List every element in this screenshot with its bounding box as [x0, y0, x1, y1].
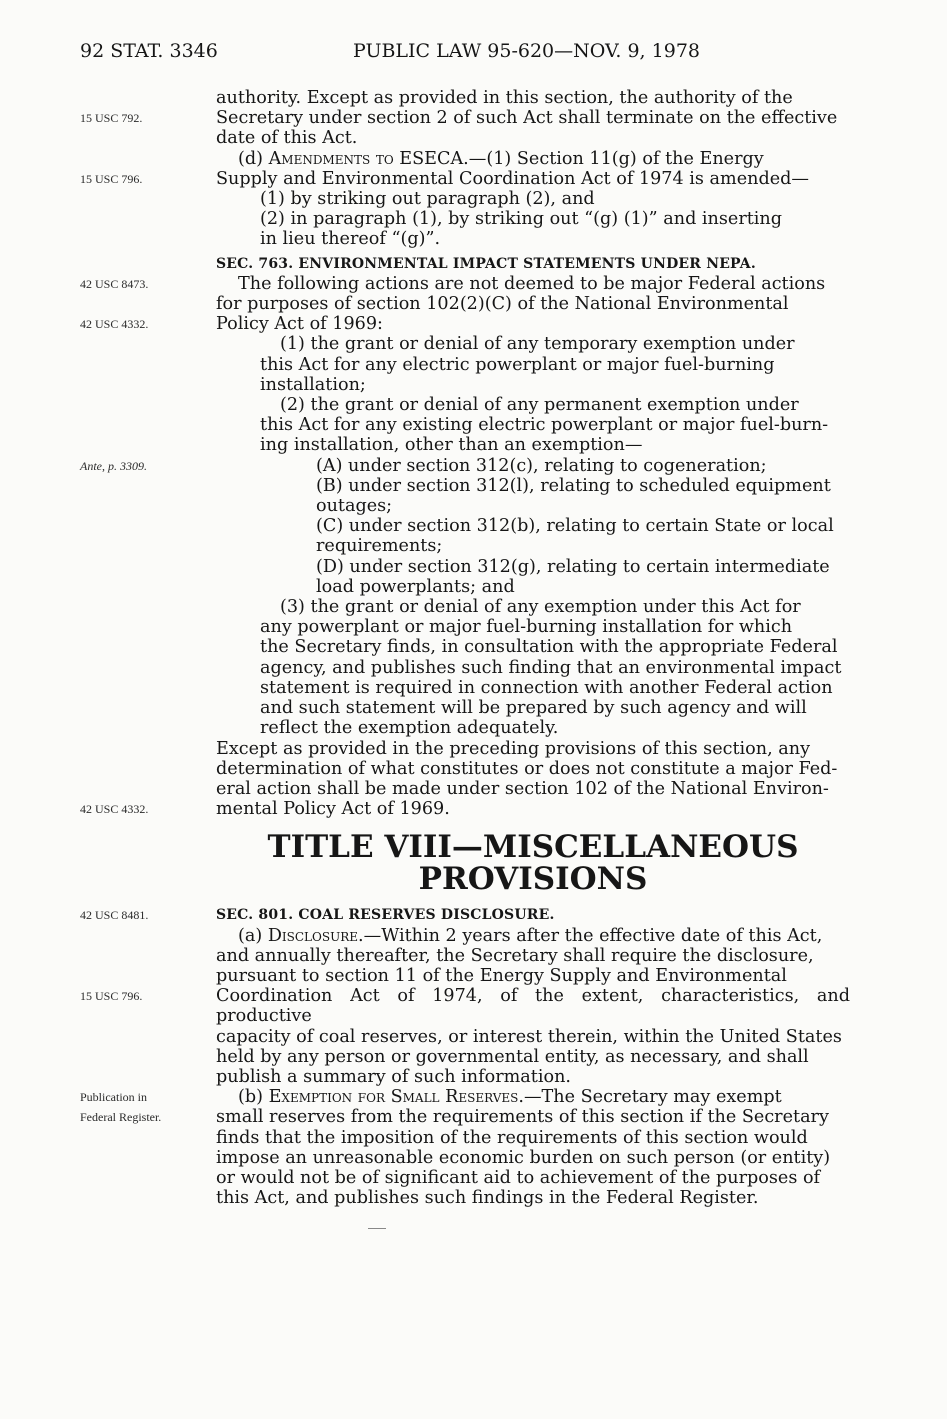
page-header	[0, 40, 947, 70]
margin-citation: 42 USC 4332.	[80, 802, 149, 817]
paragraph-item: (1) the grant or denial of any temporary exemption under	[280, 334, 795, 355]
margin-note: Publication in	[80, 1090, 147, 1105]
text-line: date of this Act.	[216, 128, 358, 149]
subsection-b: Publication in (b) Exemption for Small Reserves.—The Secretary may exempt	[80, 1087, 782, 1108]
text-line: 15 USC 796. Supply and Environmental Coordination Act of 1974 is amended—	[80, 168, 809, 189]
subsection-heading: Exemption for Small Reserves.	[268, 1087, 524, 1108]
print-mark	[368, 1228, 386, 1229]
margin-citation: 42 USC 8473.	[80, 276, 149, 291]
text-line: determination of what constitutes or does not constitute a major Fed-	[216, 758, 838, 779]
subsection-heading: Amendments to ESECA.	[268, 148, 469, 169]
subparagraph-item: (D) under section 312(g), relating to certain intermediate	[316, 556, 830, 577]
margin-citation: 42 USC 8481.	[80, 908, 149, 923]
margin-note: Federal Register.	[80, 1110, 162, 1125]
subsection-a: (a) Disclosure.—Within 2 years after the effective date of this Act,	[238, 925, 823, 946]
margin-citation: 15 USC 796.	[80, 989, 143, 1004]
margin-citation: 42 USC 4332.	[80, 317, 149, 332]
page-content: authority. Except as provided in this section, the authority of the 15 USC 792. Secretary under section 2 of such Act shall terminate on the effective date of this Act. (d) Amendments to ESECA.—(1) Section 11(g) of the Energy 15 USC 796. Supply and Environmental Coordination Act of 1974 is amended— (1) by striking out paragraph (2), and (2) in paragraph (1), by striking out “(g) (1)” and inserting in lieu thereof “(g)”. SEC. 763. ENVIRONMENTAL IMPACT STATEMENTS UNDER NEPA. 42 USC 8473. The following actions are not deemed to be major Federal actions for purposes of section 102(2)(C) of the National Environmental 42 USC 4332. Policy Act of 1969: (1) the grant or denial of any temporary exemption under this Act for any electric powerplant or major fuel-burning installation; (2) the grant or denial of any permanent exemption under this Act for any existing electric powerplant or major fuel-burn- ing installation, other than an exemption— Ante, p. 3309. (A) under section 312(c), relating to cogeneration; (B) under section 312(l), relating to scheduled equipment outages; (C) under section 312(b), relating to certain State or local requirements; (D) under section 312(g), relating to certain intermediate load powerplants; and (3) the grant or denial of any exemption under this Act for any powerplant or major fuel-burning installation for which the Secretary finds, in consultation with the appropriate Federal agency, and publishes such finding that an environmental impact statement is required in connection with another Federal action and such statement will be prepared by such agency and will reflect the exemption adequately. Except as provided in the preceding provisions of this section, any determination of what constitutes or does not constitute a major Fed- eral action shall be made under section 102 of the National Environ- 42 USC 4332. mental Policy Act of 1969. TITLE VIII—MISCELLANEOUS PROVISIONS 42 USC 8481. SEC. 801. COAL RESERVES DISCLOSURE. (a) Disclosure.—Within 2 years after the effective date of this Act, and annually thereafter, the Secretary shall require the disclosure, pursuant to section 11 of the Energy Supply and Environmental 15 USC 796. Coordination Act of 1974, of the extent, characteristics, and productive capacity of coal reserves, or interest therein, within the United States held by any person or governmental entity, as necessary, and shall publish a summary of such information. Publication in (b) Exemption for Small Reserves.—The Secretary may exempt Federal Register. small reserves from the requirements of this section if the Secretary finds that the imposition of the requirements of this section would impose an unreasonable economic burden on such person (or entity) or would not be of significant aid to achievement of the purposes of this Act, and publishes such findings in the Federal Register.	[80, 88, 850, 1209]
text-line: eral action shall be made under section 102 of the National Environ-	[216, 778, 829, 799]
text-line: 42 USC 4332. Policy Act of 1969:	[80, 314, 383, 335]
subsection-d: (d) Amendments to ESECA.—(1) Section 11(g) of the Energy	[238, 148, 764, 169]
text-line: 15 USC 792. Secretary under section 2 of such Act shall terminate on the effective	[80, 108, 838, 129]
subparagraph-item: (B) under section 312(l), relating to scheduled equipment	[316, 475, 831, 496]
margin-citation: Ante, p. 3309.	[80, 458, 147, 473]
text-line: authority. Except as provided in this section, the authority of the	[216, 88, 793, 108]
statute-page-number: 92 STAT. 3346	[80, 40, 218, 62]
subparagraph-item: (C) under section 312(b), relating to certain State or local	[316, 516, 834, 537]
subsection-heading: Disclosure.	[267, 925, 364, 946]
paragraph-item: (1) by striking out paragraph (2), and	[260, 189, 595, 210]
text-line: in lieu thereof “(g)”.	[260, 229, 441, 250]
running-head: PUBLIC LAW 95-620—NOV. 9, 1978	[353, 40, 700, 62]
text-line: 42 USC 4332. mental Policy Act of 1969.	[80, 799, 450, 820]
text-line: for purposes of section 102(2)(C) of the National Environmental	[216, 294, 789, 315]
paragraph-item: (2) in paragraph (1), by striking out “(g) (1)” and inserting	[260, 209, 783, 230]
margin-citation: 15 USC 796.	[80, 171, 143, 186]
paragraph-item: (2) the grant or denial of any permanent exemption under	[280, 395, 799, 416]
margin-citation: 15 USC 792.	[80, 111, 143, 126]
section-heading-763: SEC. 763. ENVIRONMENTAL IMPACT STATEMENTS UNDER NEPA.	[216, 255, 756, 272]
subparagraph-item: Ante, p. 3309. (A) under section 312(c), relating to cogeneration;	[80, 455, 767, 476]
text-line: 42 USC 8473. The following actions are not deemed to be major Federal actions	[80, 273, 826, 294]
text-line: Except as provided in the preceding provisions of this section, any	[216, 738, 811, 759]
section-heading-801: 42 USC 8481. SEC. 801. COAL RESERVES DISCLOSURE.	[80, 905, 850, 925]
paragraph-item: (3) the grant or denial of any exemption under this Act for	[280, 597, 801, 618]
title-heading: TITLE VIII—MISCELLANEOUS PROVISIONS	[267, 829, 799, 898]
